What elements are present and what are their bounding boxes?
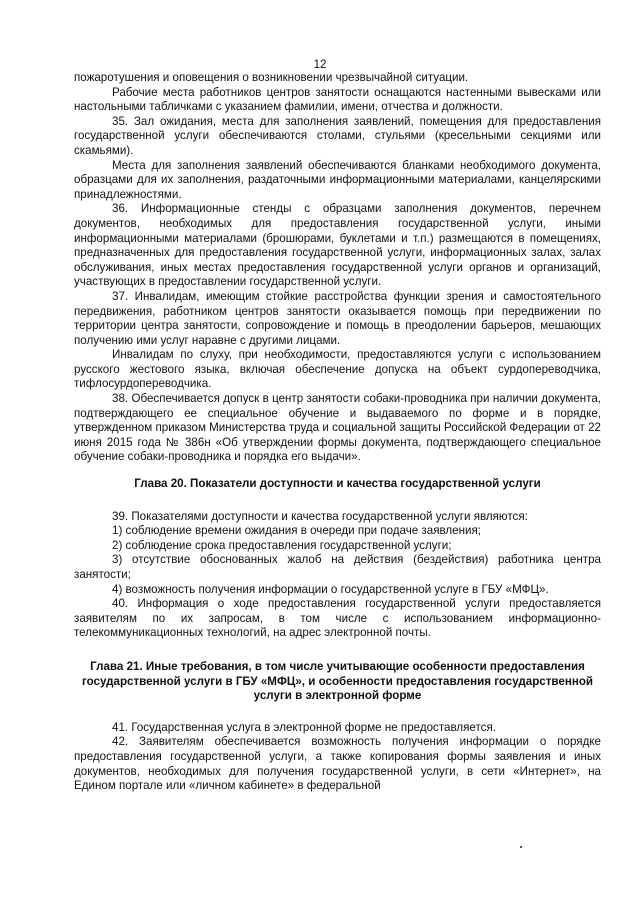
paragraph: 41. Государственная услуга в электронной форме не предоставляется.: [112, 720, 496, 734]
paragraph: 36. Информационные стенды с образцами заполнения документов, перечнем документов, необходимых для предоставления государственной услуги, иными информационными материалами (брошюрами, буклетами и т.п.) размещаются в помещениях, предназначенных для предоставления государственной услуги, информационных залах, залах обслуживания, иных местах предоставления государственной услуги органов и организаций, участвующих в предоставлении государственной услуги.: [74, 202, 601, 289]
paragraph: 3) отсутствие обоснованных жалоб на действия (бездействия) работника центра занятости;: [74, 553, 601, 581]
paragraph: 4) возможность получения информации о государственной услуге в ГБУ «МФЦ».: [112, 582, 549, 596]
paragraph: Рабочие места работников центров занятости оснащаются настенными вывесками или настольными табличками с указанием фамилии, имени, отчества и должности.: [74, 85, 601, 114]
paragraph: Места для заполнения заявлений обеспечиваются бланками необходимого документа, образцами для их заполнения, раздаточными информационными материалами, канцелярскими принадлежностями.: [74, 158, 601, 201]
paragraph: 35. Зал ожидания, места для заполнения заявлений, помещения для предоставления государственной услуги обеспечиваются столами, стульями (кресельными секциями или скамьями).: [74, 114, 601, 157]
page-number: 12: [313, 59, 327, 71]
paragraph: пожаротушения и оповещения о возникновении чрезвычайной ситуации.: [74, 71, 469, 84]
chapter-21-body: [74, 721, 601, 794]
document-body: [74, 71, 601, 794]
paragraph: 37. Инвалидам, имеющим стойкие расстройства функции зрения и самостоятельного передвижения, работником центров занятости оказывается помощь при передвижении по территории центра занятости, сопровождение и помощь в преодолении барьеров, мешающих получению ими услуг наравне с другими лицами.: [74, 289, 601, 347]
chapter-21-heading: Глава 21. Иные требования, в том числе учитывающие особенности предоставления государственной услуги в ГБУ «МФЦ», и особенности предоставления государственной услуги в электронной форме: [81, 659, 594, 703]
paragraph: 38. Обеспечивается допуск в центр занятости собаки-проводника при наличии документа, подтверждающего ее специальное обучение и выдаваемого по форме и в порядке, утвержденном приказом Министерства труда и социальной защиты Российской Федерации от 22 июня 2015 года № 386н «Об утверждении формы документа, подтверждающего специальное обучение собаки-проводника и порядка его выдачи».: [74, 392, 601, 464]
paragraph: 2) соблюдение срока предоставления государственной услуги;: [112, 538, 452, 552]
paragraph: 42. Заявителям обеспечивается возможность получения информации о порядке предоставления государственной услуги, а также копирования формы заявления и иных документов, необходимых для получения государственной услуги, в сети «Интернет», на Едином портале или «личном кабинете» в федеральной: [74, 735, 601, 793]
paragraph: 40. Информация о ходе предоставления государственной услуги предоставляется заявителям по их запросам, в том числе с использованием информационно-телекоммуникационных технологий, на адрес электронной почты.: [74, 597, 601, 640]
paragraph: Инвалидам по слуху, при необходимости, предоставляются услуги с использованием русского жестового языка, включая обеспечение допуска на объект сурдопереводчика, тифлосурдопереводчика.: [74, 348, 601, 391]
chapter-20-heading: Глава 20. Показатели доступности и качества государственной услуги: [134, 477, 541, 491]
scan-speck: [520, 846, 522, 848]
chapter-20-body: [74, 510, 601, 641]
paragraph: 1) соблюдение времени ожидания в очереди при подаче заявления;: [112, 524, 481, 538]
section-before-chapter-20: [74, 71, 601, 465]
paragraph: 39. Показателями доступности и качества государственной услуги являются:: [112, 509, 528, 523]
